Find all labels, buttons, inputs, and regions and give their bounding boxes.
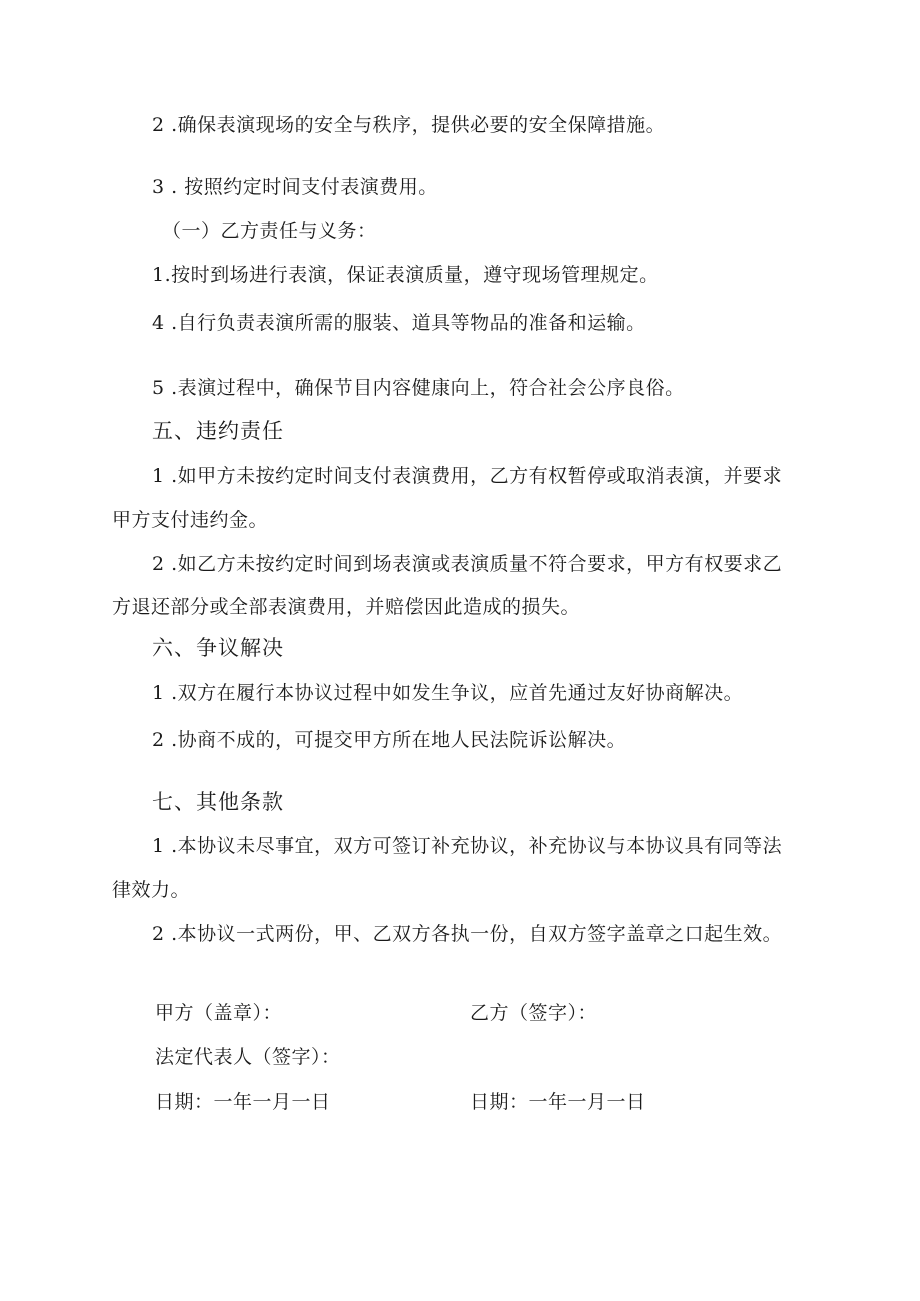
clause-a-item-2: 2 .确保表演现场的安全与秩序，提供必要的安全保障措施。: [152, 114, 666, 136]
section-5-item-2-line-1: 2 .如乙方未按约定时间到场表演或表演质量不符合要求，甲方有权要求乙: [152, 553, 783, 575]
party-b-item-5: 5 .表演过程中，确保节目内容健康向上，符合社会公序良俗。: [152, 377, 685, 399]
section-5-item-1-line-2: 甲方支付违约金。: [112, 509, 269, 531]
party-b-date: 日期：一年一月一日: [470, 1091, 646, 1113]
section-5-title: 五、违约责任: [152, 419, 284, 443]
party-a-date: 日期：一年一月一日: [155, 1091, 331, 1113]
party-b-sign-label: 乙方（签字）：: [470, 1002, 598, 1024]
section-6-title: 六、争议解决: [152, 636, 284, 660]
party-b-duties-title: （一）乙方责任与义务：: [162, 220, 377, 242]
party-b-item-1: 1.按时到场进行表演，保证表演质量，遵守现场管理规定。: [152, 264, 659, 286]
section-7-title: 七、其他条款: [152, 790, 284, 814]
clause-a-item-3: 3 . 按照约定时间支付表演费用。: [152, 176, 438, 198]
section-6-item-1: 1 .双方在履行本协议过程中如发生争议，应首先通过友好协商解决。: [152, 682, 744, 704]
party-a-seal-label: 甲方（盖章）：: [155, 1002, 283, 1024]
section-5-item-2-line-2: 方退还部分或全部表演费用，并赔偿因此造成的损失。: [112, 596, 581, 618]
section-7-item-2: 2 .本协议一式两份，甲、乙双方各执一份，自双方签字盖章之口起生效。: [152, 923, 783, 945]
section-5-item-1-line-1: 1 .如甲方未按约定时间支付表演费用，乙方有权暂停或取消表演，并要求: [152, 465, 783, 487]
legal-rep-sign-label: 法定代表人（签字）：: [155, 1046, 341, 1068]
party-b-item-4: 4 .自行负责表演所需的服装、道具等物品的准备和运输。: [152, 312, 646, 334]
section-7-item-1-line-2: 律效力。: [112, 879, 191, 901]
section-6-item-2: 2 .协商不成的，可提交甲方所在地人民法院诉讼解决。: [152, 729, 627, 751]
section-7-item-1-line-1: 1 .本协议未尽事宜，双方可签订补充协议，补充协议与本协议具有同等法: [152, 835, 783, 857]
